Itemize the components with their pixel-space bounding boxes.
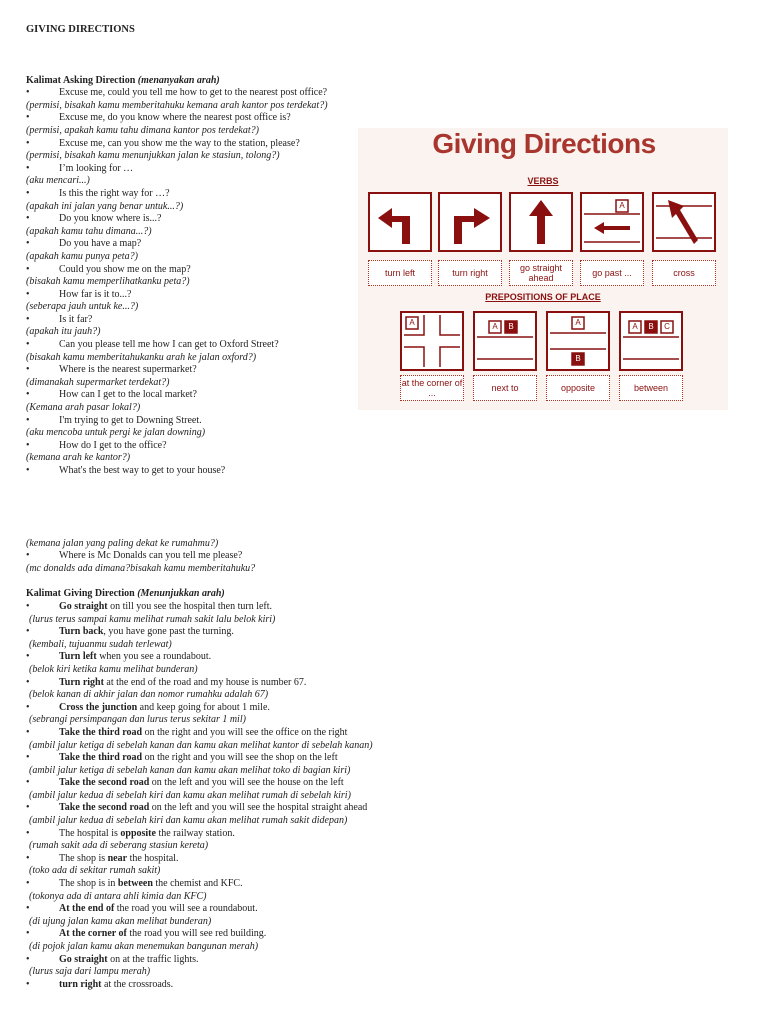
verbs-label: VERBS <box>527 176 559 186</box>
instruction-prefix: The shop is <box>59 852 108 864</box>
giving-heading-sub: (Menunjukkan arah) <box>137 588 225 600</box>
giving-translation: (di pojok jalan kamu akan menemukan bangunan merah) <box>29 941 259 952</box>
giving-instruction <box>26 828 746 841</box>
asking-question: • I’m looking for … <box>26 163 746 176</box>
asking-heading-text: Kalimat Asking Direction <box>26 74 136 86</box>
infographic-title: Giving Directions <box>432 128 656 159</box>
giving-translation: (ambil jalur kedua di sebelah kiri dan kamu akan melihat rumah di sebelah kiri) <box>29 789 351 801</box>
turn-left-icon <box>368 192 432 252</box>
go-straight-ahead-icon <box>509 192 573 252</box>
go-past-icon <box>580 192 644 252</box>
turn-right-icon <box>438 192 502 252</box>
asking-translation: (Kemana arah pasar lokal?) <box>26 402 141 414</box>
asking-question: • Do you have a map? <box>26 238 746 251</box>
between-letter-c: C <box>664 322 670 331</box>
asking-question: • Where is the nearest supermarket? <box>26 364 746 377</box>
asking-translation: (bisakah kamu memperlihatkanku peta?) <box>26 276 190 288</box>
instruction-rest: the chemist and KFC. <box>152 878 243 890</box>
asking-question: • Could you show me on the map? <box>26 264 746 277</box>
asking-translation: (kemana arah ke kantor?) <box>26 452 131 464</box>
asking-question: • How do I get to the office? <box>26 440 746 453</box>
asking-heading-sub: (menanyakan arah) <box>137 74 220 86</box>
instruction-rest: , you have gone past the turning. <box>103 626 234 638</box>
instruction-keyword: between <box>117 878 153 890</box>
verb-label-go-straight: go straight ahead <box>509 260 573 286</box>
next-to-icon <box>473 311 537 371</box>
instruction-keyword: Go straight <box>59 953 108 965</box>
asking-translation: (dimanakah supermarket terdekat?) <box>26 376 170 388</box>
giving-instruction <box>26 677 746 690</box>
instruction-rest: the railway station. <box>155 827 235 839</box>
instruction-keyword: Take the second road <box>59 802 150 814</box>
instruction-prefix: The hospital is <box>59 827 121 839</box>
asking-translation: (seberapa jauh untuk ke...?) <box>26 301 139 313</box>
giving-instruction <box>26 651 746 664</box>
asking-translation: (apakah itu jauh?) <box>26 326 101 338</box>
asking-question: • How can I get to the local market? <box>26 389 746 402</box>
instruction-rest: and keep going for about 1 mile. <box>137 701 270 713</box>
instruction-rest: on the left and you will see the hospital straight ahead <box>149 802 368 814</box>
prep-label-next-to: next to <box>473 375 537 401</box>
giving-translation: (toko ada di sekitar rumah sakit) <box>29 865 161 877</box>
giving-heading <box>26 588 746 601</box>
instruction-keyword: Turn back <box>59 626 104 638</box>
giving-translation: (tokonya ada di antara ahli kimia dan KFC) <box>29 890 207 902</box>
asking-section-continued <box>26 538 746 576</box>
between-letter-b: B <box>648 322 654 331</box>
instruction-rest: on the left and you will see the house on the left <box>149 777 344 789</box>
instruction-keyword: At the end of <box>59 903 115 915</box>
giving-translation: (belok kanan di akhir jalan dan nomor rumahku adalah 67) <box>29 689 269 701</box>
giving-instruction <box>26 601 746 614</box>
asking-translation: (aku mencari...) <box>26 175 90 187</box>
instruction-prefix: The shop is in <box>59 878 118 890</box>
asking-translation: (aku mencoba untuk pergi ke jalan downing) <box>26 427 206 439</box>
asking-question: • Excuse me, can you show me the way to the station, please? <box>26 138 746 151</box>
between-letter-a: A <box>632 322 638 331</box>
asking-translation: (apakah kamu tahu dimana...?) <box>26 225 152 237</box>
verb-label-go-past: go past ... <box>580 260 644 286</box>
giving-directions-infographic <box>358 128 728 410</box>
instruction-keyword: Go straight <box>59 600 108 612</box>
prep-label-opposite: opposite <box>546 375 610 401</box>
giving-instruction <box>26 752 746 765</box>
giving-translation: (lurus saja dari lampu merah) <box>29 966 151 978</box>
instruction-rest: the hospital. <box>127 852 179 864</box>
instruction-keyword: Take the third road <box>59 752 143 764</box>
asking-question: • Excuse me, do you know where the nearest post office is? <box>26 112 746 125</box>
instruction-rest: the road you will see red building. <box>126 928 267 940</box>
instruction-rest: at the crossroads. <box>101 978 174 990</box>
giving-translation: (sebrangi persimpangan dan lurus terus sekitar 1 mil) <box>29 714 246 726</box>
instruction-keyword: Turn left <box>59 651 97 663</box>
instruction-keyword: turn right <box>59 978 102 990</box>
giving-instruction <box>26 878 746 891</box>
giving-instruction <box>26 777 746 790</box>
giving-translation: (ambil jalur ketiga di sebelah kanan dan kamu akan melihat kantor di sebelah kanan) <box>29 739 373 751</box>
asking-translation: (mc donalds ada dimana?bisakah kamu memberitahuku? <box>26 562 256 574</box>
asking-question: • Is it far? <box>26 314 746 327</box>
giving-instruction <box>26 727 746 740</box>
verb-label-cross: cross <box>652 260 716 286</box>
instruction-rest: the road you will see a roundabout. <box>114 903 258 915</box>
giving-translation: (rumah sakit ada di seberang stasiun kereta) <box>29 840 209 852</box>
opposite-icon <box>546 311 610 371</box>
asking-question: • Do you know where is...? <box>26 213 746 226</box>
asking-translation: (bisakah kamu memberitahukanku arah ke jalan oxford?) <box>26 351 257 363</box>
asking-heading <box>26 75 746 88</box>
next-to-letter-b: B <box>508 322 514 331</box>
at-the-corner-icon <box>400 311 464 371</box>
instruction-rest: on till you see the hospital then turn left. <box>107 600 273 612</box>
giving-instruction <box>26 853 746 866</box>
giving-translation: (lurus terus sampai kamu melihat rumah sakit lalu belok kiri) <box>29 613 276 625</box>
corner-box-letter: A <box>409 318 415 327</box>
asking-translation: (permisi, bisakah kamu menunjukkan jalan ke stasiun, tolong?) <box>26 150 280 162</box>
prep-label-at-the-corner: at the corner of ... <box>400 375 464 401</box>
asking-question: • How far is it to...? <box>26 289 746 302</box>
asking-translation: (permisi, apakah kamu tahu dimana kantor pos terdekat?) <box>26 124 259 136</box>
giving-instruction <box>26 928 746 941</box>
instruction-rest: on the right and you will see the office on the right <box>142 726 348 738</box>
asking-question: • Is this the right way for …? <box>26 188 746 201</box>
go-past-box-letter: A <box>619 201 625 210</box>
asking-translation: (apakah ini jalan yang benar untuk...?) <box>26 200 184 212</box>
instruction-keyword: Take the second road <box>59 777 150 789</box>
giving-heading-text: Kalimat Giving Direction <box>26 588 135 600</box>
giving-instruction <box>26 903 746 916</box>
asking-question: • Can you please tell me how I can get to Oxford Street? <box>26 339 746 352</box>
instruction-keyword: opposite <box>120 827 156 839</box>
giving-instruction <box>26 626 746 639</box>
verb-label-turn-left: turn left <box>368 260 432 286</box>
prep-label-between: between <box>619 375 683 401</box>
document-title: GIVING DIRECTIONS <box>26 24 135 35</box>
opposite-letter-b: B <box>575 354 581 363</box>
instruction-keyword: Take the third road <box>59 726 143 738</box>
giving-instruction <box>26 802 746 815</box>
instruction-rest: on the right and you will see the shop on the left <box>142 752 338 764</box>
giving-translation: (kembali, tujuanmu sudah terlewat) <box>29 638 172 650</box>
instruction-rest: at the end of the road and my house is number 67. <box>103 676 307 688</box>
asking-question: • Excuse me, could you tell me how to get to the nearest post office? <box>26 87 746 100</box>
asking-translation: (permisi, bisakah kamu memberitahuku kemana arah kantor pos terdekat?) <box>26 99 328 111</box>
instruction-rest: on at the traffic lights. <box>107 953 199 965</box>
prepositions-label: PREPOSITIONS OF PLACE <box>485 292 601 302</box>
giving-translation: (belok kiri ketika kamu melihat bunderan) <box>29 663 198 675</box>
next-to-letter-a: A <box>492 322 498 331</box>
asking-question: • I'm trying to get to Downing Street. <box>26 415 746 428</box>
instruction-keyword: Cross the junction <box>59 701 138 713</box>
giving-translation: (ambil jalur kedua di sebelah kiri dan kamu akan melihat rumah sakit didepan) <box>29 815 348 827</box>
cross-icon <box>652 192 716 252</box>
instruction-keyword: Turn right <box>59 676 104 688</box>
between-icon <box>619 311 683 371</box>
verb-label-turn-right: turn right <box>438 260 502 286</box>
asking-translation: (kemana jalan yang paling dekat ke rumahmu?) <box>26 537 219 549</box>
giving-instruction <box>26 979 746 992</box>
giving-translation: (ambil jalur ketiga di sebelah kanan dan kamu akan melihat toko di bagian kiri) <box>29 764 351 776</box>
giving-instruction <box>26 702 746 715</box>
giving-instruction <box>26 954 746 967</box>
instruction-keyword: At the corner of <box>59 928 127 940</box>
asking-question: • Where is Mc Donalds can you tell me please? <box>26 550 746 563</box>
asking-translation: (apakah kamu punya peta?) <box>26 250 138 262</box>
opposite-letter-a: A <box>575 318 581 327</box>
giving-section <box>26 588 746 991</box>
instruction-rest: when you see a roundabout. <box>96 651 212 663</box>
asking-question: • What's the best way to get to your house? <box>26 465 746 478</box>
instruction-keyword: near <box>107 852 128 864</box>
giving-translation: (di ujung jalan kamu akan melihat bunderan) <box>29 915 212 927</box>
